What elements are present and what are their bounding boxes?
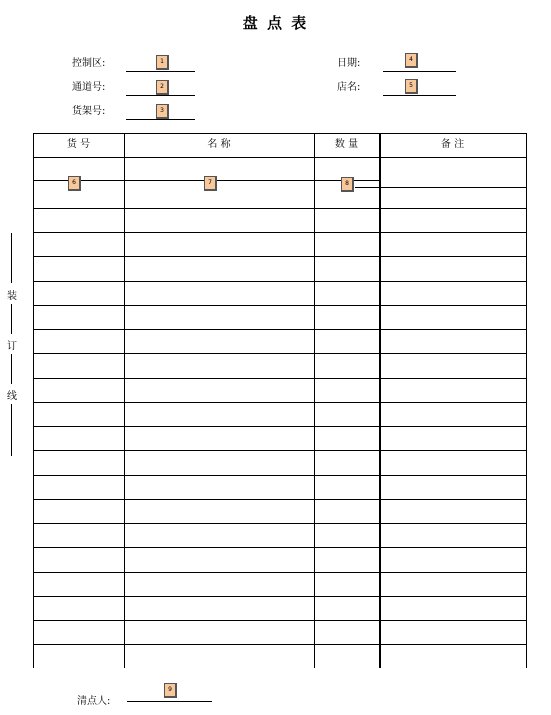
col-header-name: 名 称 (207, 139, 231, 150)
table-rule (33, 305, 526, 306)
binding-char-2: 订 (7, 341, 17, 352)
table-rule (33, 133, 526, 134)
table-rule (33, 232, 526, 233)
col-header-quantity: 数 量 (334, 139, 359, 150)
binding-line-segment (11, 354, 12, 384)
marker-5: 5 (405, 79, 418, 94)
table-rule (33, 426, 526, 427)
table-rule (33, 596, 526, 597)
table-rule (33, 402, 526, 403)
date-field[interactable] (383, 71, 456, 72)
channel-field[interactable] (126, 95, 195, 96)
table-column-rule (379, 133, 381, 668)
col-header-remarks: 备 注 (440, 139, 465, 150)
channel-label: 通道号: (72, 82, 106, 93)
counter-label: 清点人: (77, 696, 111, 707)
table-column-rule (526, 133, 527, 668)
table-rule (33, 620, 526, 621)
binding-line-segment (11, 304, 12, 334)
marker-6: 6 (68, 176, 81, 191)
table-rule (33, 547, 526, 548)
marker-9: 9 (164, 683, 177, 698)
table-column-rule (124, 133, 125, 668)
binding-char-1: 装 (7, 291, 17, 302)
shelf-field[interactable] (126, 119, 195, 120)
table-rule (33, 475, 526, 476)
marker-2: 2 (156, 80, 169, 95)
table-rule (33, 353, 526, 354)
marker-7: 7 (204, 176, 217, 191)
table-column-rule (314, 133, 315, 668)
store-label: 店名: (337, 82, 361, 93)
marker-1: 1 (156, 55, 169, 70)
store-field[interactable] (383, 95, 456, 96)
control-area-field[interactable] (126, 71, 195, 72)
table-rule (33, 208, 526, 209)
control-area-label: 控制区: (72, 58, 106, 69)
binding-char-3: 线 (7, 391, 17, 402)
marker-3: 3 (156, 104, 169, 119)
shelf-label: 货架号: (72, 106, 106, 117)
table-rule (33, 329, 526, 330)
table-rule (33, 572, 526, 573)
date-label: 日期: (337, 58, 361, 69)
binding-line-segment (11, 233, 12, 283)
marker-4: 4 (405, 53, 418, 68)
table-rule (33, 281, 526, 282)
col-header-item-no: 货 号 (66, 139, 91, 150)
table-rule (33, 157, 526, 158)
page-title: 盘 点 表 (242, 14, 309, 32)
binding-line-segment (11, 404, 12, 456)
table-rule (33, 378, 526, 379)
table-rule (33, 256, 526, 257)
marker-8: 8 (341, 177, 354, 192)
row-connector-line (355, 187, 527, 188)
table-rule (33, 523, 526, 524)
table-rule (33, 499, 526, 500)
counter-field[interactable] (127, 701, 212, 702)
table-rule (33, 644, 526, 645)
table-rule (33, 450, 526, 451)
table-column-rule (33, 133, 34, 668)
